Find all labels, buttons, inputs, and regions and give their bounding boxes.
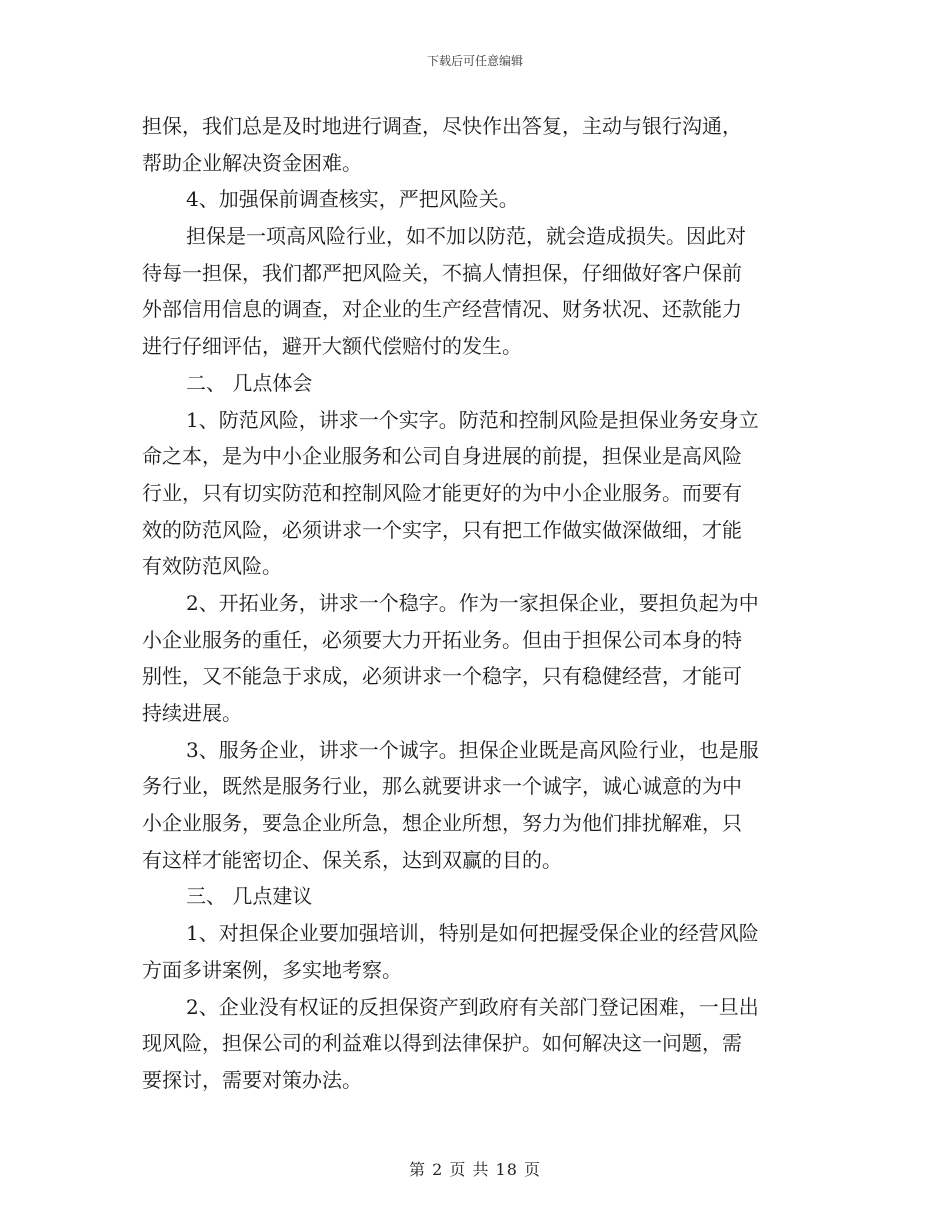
text-line: 二、 几点体会 bbox=[186, 370, 313, 395]
text-line: 别性，又不能急于求成，必须讲求一个稳字，只有稳健经营，才能可 bbox=[142, 664, 742, 689]
text-line: 进行仔细评估，避开大额代偿赔付的发生。 bbox=[142, 334, 522, 359]
text-line: 2、开拓业务，讲求一个稳字。作为一家担保企业，要担负起为中 bbox=[186, 590, 759, 615]
text-line: 帮助企业解决资金困难。 bbox=[142, 150, 362, 175]
text-line: 方面多讲案例，多实地考察。 bbox=[142, 957, 402, 982]
text-line: 三、 几点建议 bbox=[186, 884, 313, 909]
page-number: 第 2 页 共 18 页 bbox=[409, 1160, 541, 1179]
text-line: 小企业服务的重任，必须要大力开拓业务。但由于担保公司本身的特 bbox=[142, 627, 742, 652]
document-body bbox=[142, 108, 810, 1099]
text-line: 有这样才能密切企、保关系，达到双赢的目的。 bbox=[142, 847, 562, 872]
text-line: 命之本，是为中小企业服务和公司自身进展的前提，担保业是高风险 bbox=[142, 444, 742, 469]
text-line: 要探讨，需要对策办法。 bbox=[142, 1067, 362, 1092]
text-line: 待每一担保，我们都严把风险关，不搞人情担保，仔细做好客户保前 bbox=[142, 260, 742, 285]
text-line: 持续进展。 bbox=[142, 701, 242, 725]
page-header: 下载后可任意编辑 bbox=[426, 54, 523, 68]
text-line: 外部信用信息的调查，对企业的生产经营情况、财务状况、还款能力 bbox=[142, 297, 742, 322]
text-line: 效的防范风险，必须讲求一个实字，只有把工作做实做深做细，才能 bbox=[142, 517, 742, 542]
text-line: 有效防范风险。 bbox=[142, 554, 282, 579]
text-line: 3、服务企业，讲求一个诚字。担保企业既是高风险行业，也是服 bbox=[186, 737, 759, 762]
text-line: 担保是一项高风险行业，如不加以防范，就会造成损失。因此对 bbox=[186, 224, 746, 249]
text-line: 行业，只有切实防范和控制风险才能更好的为中小企业服务。而要有 bbox=[142, 480, 742, 505]
text-line: 现风险，担保公司的利益难以得到法律保护。如何解决这一问题，需 bbox=[142, 1031, 742, 1056]
text-line: 小企业服务，要急企业所急，想企业所想，努力为他们排扰解难，只 bbox=[142, 811, 742, 836]
text-line: 1、防范风险，讲求一个实字。防范和控制风险是担保业务安身立 bbox=[186, 407, 759, 432]
text-line: 担保，我们总是及时地进行调查，尽快作出答复，主动与银行沟通， bbox=[142, 114, 742, 138]
text-line: 务行业，既然是服务行业，那么就要讲求一个诚字，诚心诚意的为中 bbox=[142, 774, 742, 799]
text-line: 1、对担保企业要加强培训，特别是如何把握受保企业的经营风险 bbox=[186, 921, 759, 946]
text-line: 2、企业没有权证的反担保资产到政府有关部门登记困难，一旦出 bbox=[186, 994, 759, 1019]
text-line: 4、加强保前调查核实，严把风险关。 bbox=[186, 187, 519, 212]
